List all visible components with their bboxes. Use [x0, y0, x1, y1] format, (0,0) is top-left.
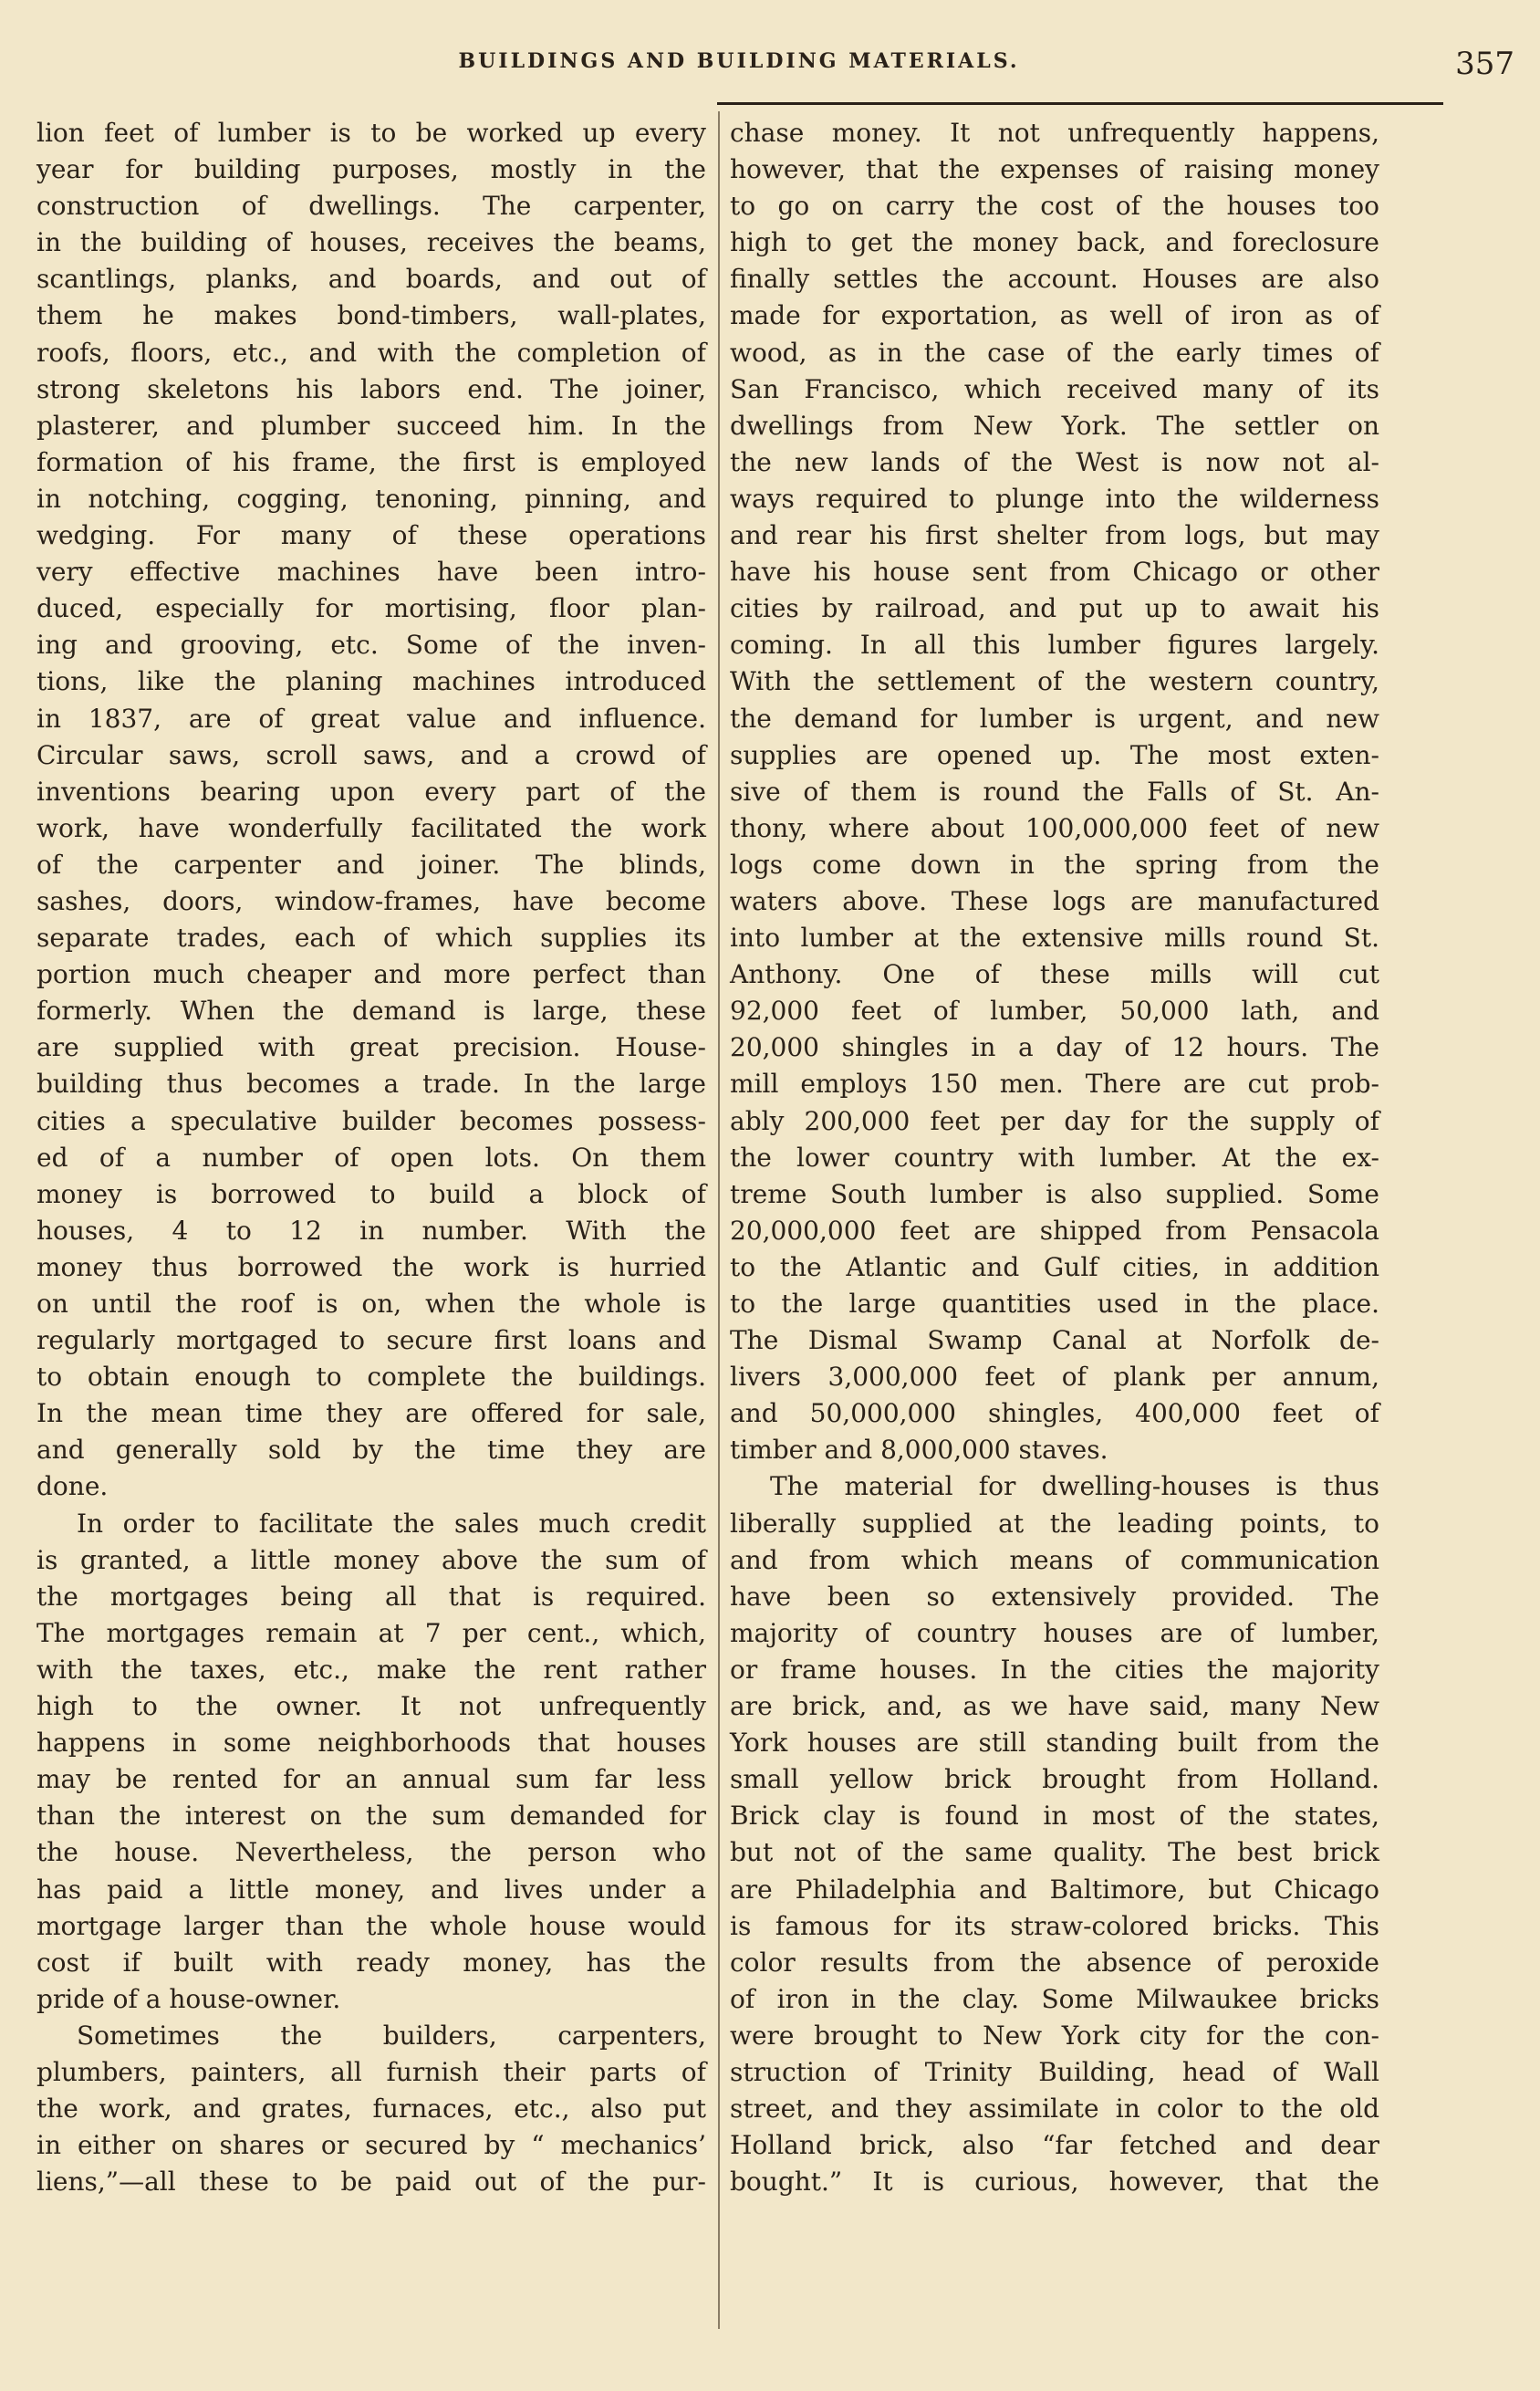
text-line: livers 3,000,000 feet of plank per annum, [730, 1362, 1379, 1393]
text-line: In the mean time they are offered for sale, [36, 1398, 706, 1429]
running-title: BUILDINGS AND BUILDING MATERIALS. [458, 49, 1020, 73]
text-line: to obtain enough to complete the buildings. [36, 1362, 706, 1393]
text-line: pride of a house-owner. [36, 1983, 341, 2014]
text-line: supplies are opened up. The most exten- [730, 739, 1379, 770]
text-line: ed of a number of open lots. On them [36, 1142, 706, 1173]
text-line: were brought to New York city for the con- [730, 2020, 1379, 2051]
text-line: liberally supplied at the leading points, to [730, 1508, 1379, 1539]
text-line: money thus borrowed the work is hurried [36, 1251, 706, 1282]
text-line: the mortgages being all that is required. [36, 1581, 706, 1612]
text-line: dwellings from New York. The settler on [730, 410, 1379, 441]
text-line: money is borrowed to build a block of [36, 1178, 706, 1209]
text-line: York houses are still standing built from the [730, 1728, 1379, 1759]
text-line: in the building of houses, receives the beams, [36, 227, 706, 258]
text-line: waters above. These logs are manufactured [730, 885, 1379, 916]
text-line: very effective machines have been intro- [36, 557, 706, 588]
left-text-column [36, 115, 706, 2200]
text-line: building thus becomes a trade. In the large [36, 1069, 706, 1100]
text-line: ably 200,000 feet per day for the supply of [730, 1105, 1379, 1136]
text-line: of iron in the clay. Some Milwaukee bricks [730, 1983, 1379, 2014]
text-line: the work, and grates, furnaces, etc., also put [36, 2093, 706, 2125]
text-line: than the interest on the sum demanded for [36, 1801, 706, 1832]
text-line: thony, where about 100,000,000 feet of new [730, 812, 1379, 843]
text-line: to the large quantities used in the place. [730, 1289, 1379, 1319]
text-line: have his house sent from Chicago or other [730, 557, 1379, 588]
text-line: coming. In all this lumber figures largely. [730, 630, 1379, 661]
text-line: logs come down in the spring from the [730, 849, 1379, 880]
text-line: formation of his frame, the first is employed [36, 446, 706, 477]
text-line: are brick, and, as we have said, many New [730, 1691, 1379, 1722]
text-line: Circular saws, scroll saws, and a crowd of [36, 739, 706, 770]
text-line: majority of country houses are of lumber, [730, 1617, 1379, 1648]
text-line: in either on shares or secured by “ mechanics’ [36, 2130, 706, 2161]
text-line: liens,”—all these to be paid out of the pur- [36, 2167, 706, 2198]
text-line: is granted, a little money above the sum of [36, 1544, 706, 1575]
text-line: and 50,000,000 shingles, 400,000 feet of [730, 1398, 1379, 1429]
text-line: work, have wonderfully facilitated the work [36, 812, 706, 843]
text-line: to go on carry the cost of the houses too [730, 191, 1379, 222]
text-line: wedging. For many of these operations [36, 520, 706, 551]
text-line: San Francisco, which received many of its [730, 373, 1379, 404]
text-line: In order to facilitate the sales much credit [77, 1508, 706, 1539]
text-line: duced, especially for mortising, floor plan- [36, 593, 706, 624]
text-line: happens in some neighborhoods that houses [36, 1728, 706, 1759]
text-line: into lumber at the extensive mills round St. [730, 923, 1379, 954]
text-line: are supplied with great precision. House- [36, 1032, 706, 1063]
text-line: however, that the expenses of raising money [730, 154, 1379, 185]
text-line: finally settles the account. Houses are also [730, 264, 1379, 295]
text-line: with the taxes, etc., make the rent rather [36, 1654, 706, 1685]
text-line: but not of the same quality. The best brick [730, 1837, 1379, 1868]
text-line: scantlings, planks, and boards, and out of [36, 264, 706, 295]
text-line: in notching, cogging, tenoning, pinning, and [36, 483, 706, 514]
text-line: the new lands of the West is now not al- [730, 446, 1379, 477]
text-line: color results from the absence of peroxide [730, 1947, 1379, 1978]
text-line: and from which means of communication [730, 1544, 1379, 1575]
column-divider [718, 111, 720, 2329]
text-line: formerly. When the demand is large, these [36, 996, 706, 1027]
text-line: The Dismal Swamp Canal at Norfolk de- [730, 1325, 1379, 1356]
text-line: Sometimes the builders, carpenters, [77, 2020, 706, 2051]
text-line: is famous for its straw-colored bricks. This [730, 1910, 1379, 1941]
text-line: regularly mortgaged to secure first loans and [36, 1325, 706, 1356]
text-line: cost if built with ready money, has the [36, 1947, 706, 1978]
text-line: With the settlement of the western country, [730, 666, 1379, 697]
text-line: strong skeletons his labors end. The joiner, [36, 373, 706, 404]
text-line: 92,000 feet of lumber, 50,000 lath, and [730, 996, 1379, 1027]
text-line: done. [36, 1471, 109, 1502]
page-header [36, 46, 1514, 82]
right-text-column [730, 115, 1379, 2200]
text-line: roofs, floors, etc., and with the completion of [36, 337, 706, 368]
text-line: tions, like the planing machines introduced [36, 666, 706, 697]
text-line: construction of dwellings. The carpenter, [36, 191, 706, 222]
text-line: and rear his first shelter from logs, but may [730, 520, 1379, 551]
text-line: Holland brick, also “far fetched and dear [730, 2130, 1379, 2161]
text-line: may be rented for an annual sum far less [36, 1764, 706, 1795]
text-line: in 1837, are of great value and influence. [36, 703, 706, 734]
text-line: wood, as in the case of the early times of [730, 337, 1379, 368]
text-line: sashes, doors, window-frames, have become [36, 885, 706, 916]
text-line: mortgage larger than the whole house would [36, 1910, 706, 1941]
page-number: 357 [1455, 46, 1514, 82]
text-line: ways required to plunge into the wilderness [730, 483, 1379, 514]
text-line: 20,000 shingles in a day of 12 hours. The [730, 1032, 1379, 1063]
text-line: separate trades, each of which supplies its [36, 923, 706, 954]
text-line: the lower country with lumber. At the ex- [730, 1142, 1379, 1173]
text-line: Anthony. One of these mills will cut [730, 959, 1379, 990]
text-line: year for building purposes, mostly in the [36, 154, 706, 185]
text-line: struction of Trinity Building, head of Wall [730, 2056, 1379, 2087]
text-line: high to get the money back, and foreclosure [730, 227, 1379, 258]
text-line: small yellow brick brought from Holland. [730, 1764, 1379, 1795]
text-line: are Philadelphia and Baltimore, but Chicago [730, 1874, 1379, 1905]
text-line: ing and grooving, etc. Some of the inven- [36, 630, 706, 661]
text-line: Brick clay is found in most of the states, [730, 1801, 1379, 1832]
text-line: chase money. It not unfrequently happens, [730, 118, 1379, 148]
text-line: and generally sold by the time they are [36, 1435, 706, 1466]
text-line: portion much cheaper and more perfect than [36, 959, 706, 990]
text-line: inventions bearing upon every part of the [36, 776, 706, 807]
text-line: them he makes bond-timbers, wall-plates, [36, 300, 706, 331]
text-line: sive of them is round the Falls of St. An- [730, 776, 1379, 807]
text-line: or frame houses. In the cities the majority [730, 1654, 1379, 1685]
text-line: houses, 4 to 12 in number. With the [36, 1215, 706, 1246]
text-line: made for exportation, as well of iron as of [730, 300, 1379, 331]
text-line: has paid a little money, and lives under a [36, 1874, 706, 1905]
text-line: cities a speculative builder becomes possess- [36, 1105, 706, 1136]
text-line: The mortgages remain at 7 per cent., which, [36, 1617, 706, 1648]
text-line: street, and they assimilate in color to the old [730, 2093, 1379, 2125]
text-line: of the carpenter and joiner. The blinds, [36, 849, 706, 880]
text-line: the demand for lumber is urgent, and new [730, 703, 1379, 734]
text-line: treme South lumber is also supplied. Some [730, 1178, 1379, 1209]
text-line: the house. Nevertheless, the person who [36, 1837, 706, 1868]
text-line: plumbers, painters, all furnish their parts of [36, 2056, 706, 2087]
text-line: The material for dwelling-houses is thus [770, 1471, 1379, 1502]
text-line: to the Atlantic and Gulf cities, in addition [730, 1251, 1379, 1282]
text-line: bought.” It is curious, however, that the [730, 2167, 1379, 2198]
text-line: have been so extensively provided. The [730, 1581, 1379, 1612]
text-line: high to the owner. It not unfrequently [36, 1691, 706, 1722]
text-line: on until the roof is on, when the whole is [36, 1289, 706, 1319]
header-rule [717, 102, 1443, 105]
text-line: lion feet of lumber is to be worked up every [36, 118, 706, 148]
text-line: plasterer, and plumber succeed him. In the [36, 410, 706, 441]
text-line: timber and 8,000,000 staves. [730, 1435, 1108, 1466]
text-line: 20,000,000 feet are shipped from Pensacola [730, 1215, 1379, 1246]
text-line: mill employs 150 men. There are cut prob- [730, 1069, 1379, 1100]
text-line: cities by railroad, and put up to await his [730, 593, 1379, 624]
